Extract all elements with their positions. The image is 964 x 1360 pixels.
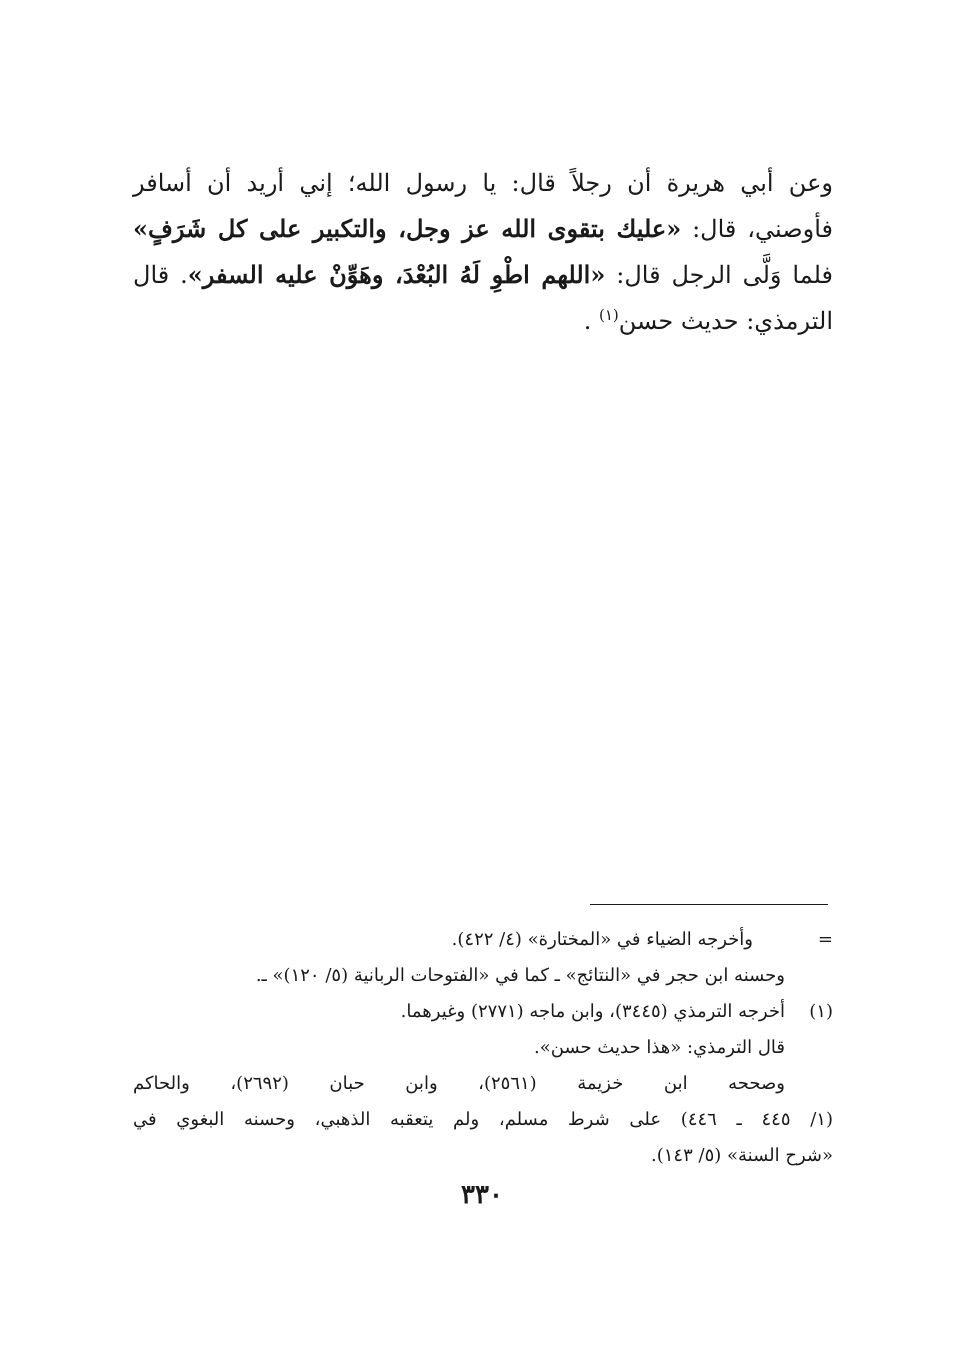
footnote-text: وصححه ابن خزيمة (٢٥٦١)، وابن حبان (٢٦٩٢)، والحاكم (133, 1073, 785, 1094)
text-segment: فلما وَلَّى الرجل قال: (605, 261, 833, 289)
footnote-line (133, 958, 833, 994)
prophetic-saying-1: «عليك بتقوى الله عز وجل، والتكبير على كل شَرَفٍ» (133, 214, 682, 243)
hadith-paragraph (133, 160, 833, 344)
continuation-marker: = (817, 929, 833, 950)
footnote-line (133, 1102, 833, 1138)
footnote-line (133, 994, 833, 1030)
footnotes (133, 922, 833, 1174)
footnote-reference: (١) (598, 306, 619, 324)
footnote-number: (١) (809, 1001, 833, 1022)
footnote-text: أخرجه الترمذي (٣٤٤٥)، وابن ماجه (٢٧٧١) وغيرهما. (400, 1001, 785, 1022)
prophetic-saying-2: «اللهم اطْوِ لَهُ البُعْدَ، وهَوِّنْ عليه السفر» (187, 260, 606, 289)
footnote-line (133, 922, 833, 958)
footnote-line (133, 1138, 833, 1174)
page-number: ٣٣٠ (461, 1180, 503, 1210)
footnote-text: وأخرجه الضياء في «المختارة» (٤/ ٤٢٢). (451, 929, 753, 950)
main-text (133, 160, 833, 344)
text-segment: وعن أبي هريرة أن رجلاً قال: يا رسول الله؛ إني أريد أن أسافر فأوصني، قال: (133, 169, 833, 243)
footnote-separator (590, 904, 828, 905)
footnote-text: «شرح السنة» (٥/ ١٤٣). (651, 1145, 833, 1166)
text-segment: . قال الترمذي: حديث حسن (133, 261, 833, 335)
footnote-line (133, 1030, 833, 1066)
footnote-text: (١/ ٤٤٥ ـ ٤٤٦) على شرط مسلم، ولم يتعقبه الذهبي، وحسنه البغوي في (133, 1109, 833, 1130)
text-segment: . (583, 307, 599, 335)
footnote-text: قال الترمذي: «هذا حديث حسن». (534, 1037, 785, 1058)
footnote-line (133, 1066, 833, 1102)
footnote-text: وحسنه ابن حجر في «النتائج» ـ كما في «الفتوحات الربانية (٥/ ١٢٠)» ـ. (255, 965, 785, 986)
